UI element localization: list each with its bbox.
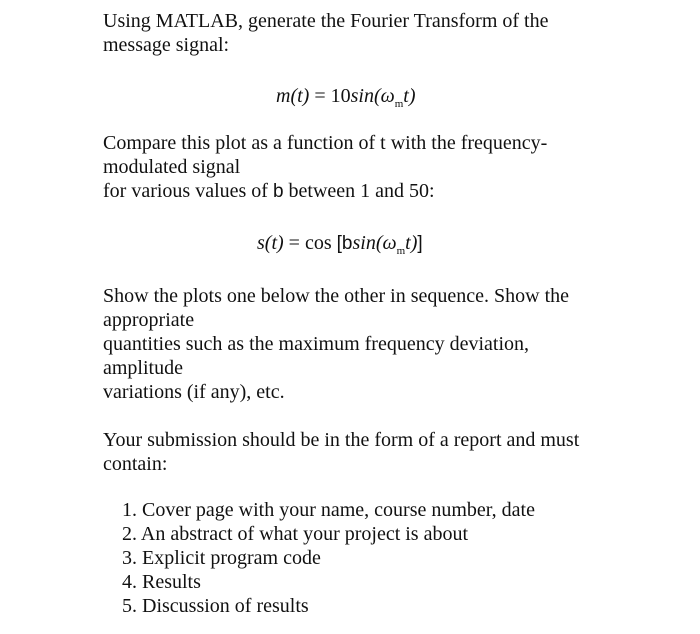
equation1-coeff: 10 — [330, 85, 351, 107]
equation2-bracket-close: ] — [417, 233, 423, 254]
compare-line-3-b: b — [272, 181, 284, 202]
requirement-item: 5. Discussion of results — [122, 595, 309, 617]
requirement-item: 3. Explicit program code — [122, 547, 321, 569]
compare-line-1: Compare this plot as a function of t with the frequency- — [103, 132, 548, 154]
compare-line-2: modulated signal — [103, 156, 241, 178]
equation1-lhs: m(t) — [276, 85, 310, 107]
intro-line-1: Using MATLAB, generate the Fourier Transform of the — [103, 10, 549, 32]
compare-line-3-start: for various values of — [103, 180, 273, 202]
show-line-3: quantities such as the maximum frequency deviation, — [103, 333, 529, 355]
message-signal-equation — [276, 84, 416, 111]
requirement-item: 2. An abstract of what your project is about — [122, 523, 469, 545]
equation1-subscript: m — [394, 98, 404, 110]
equation2-equals: = cos — [283, 232, 337, 254]
show-line-5: variations (if any), etc. — [103, 381, 285, 403]
equation2-func: sin(ω — [352, 232, 397, 254]
equation2-subscript: m — [396, 245, 406, 257]
fm-signal-equation — [257, 231, 423, 258]
submission-line-1: Your submission should be in the form of a report and must — [103, 429, 580, 451]
equation2-b: b — [341, 233, 353, 254]
equation1-arg-end: t) — [403, 85, 416, 107]
show-line-1: Show the plots one below the other in sequence. Show the — [103, 285, 570, 307]
show-line-2: appropriate — [103, 309, 195, 331]
requirement-item: 4. Results — [122, 571, 201, 593]
requirements-list — [122, 498, 535, 618]
equation1-equals: = — [309, 85, 331, 107]
equation1-func: sin(ω — [350, 85, 395, 107]
intro-line-2: message signal: — [103, 34, 230, 56]
show-line-4: amplitude — [103, 357, 183, 379]
submission-line-2: contain: — [103, 453, 168, 475]
equation2-arg-end: t) — [405, 232, 418, 254]
requirement-item: 1. Cover page with your name, course number, date — [122, 499, 535, 521]
equation2-lhs: s(t) — [257, 232, 284, 254]
compare-line-3-end: between 1 and 50: — [283, 180, 435, 202]
equation2-bracket-open: [ — [336, 233, 342, 254]
compare-line-3 — [103, 179, 435, 204]
